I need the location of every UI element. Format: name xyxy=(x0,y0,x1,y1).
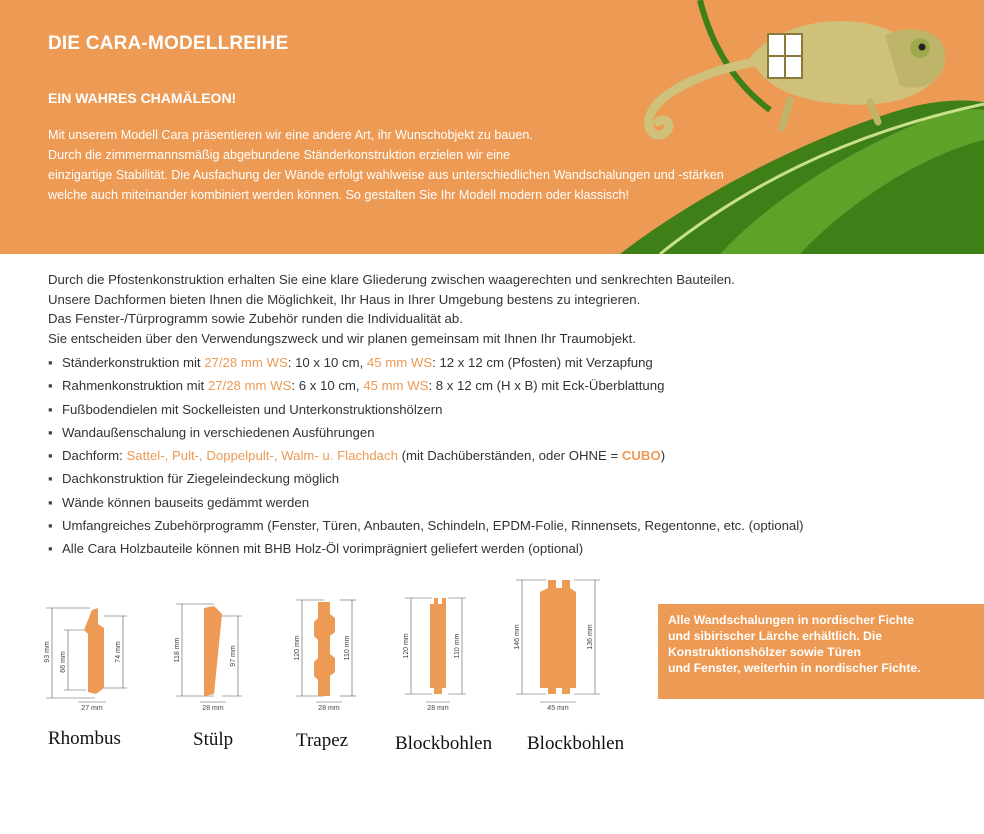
intro-line: Durch die Pfostenkonstruktion erhalten Sie eine klare Gliederung zwischen waagerechten und senkrechten Bauteilen. xyxy=(48,272,735,287)
profile-label-stuelp: Stülp xyxy=(193,729,234,750)
intro-line: Unsere Dachformen bieten Ihnen die Möglichkeit, Ihr Haus in Ihrer Umgebung bestens zu integrieren. xyxy=(48,291,641,307)
list-item: ▪ Rahmenkonstruktion mit 27/28 mm WS: 6 x 10 cm, 45 mm WS: 8 x 12 cm (H x B) mit Eck-Überblattung xyxy=(48,374,804,397)
bullet-icon: ▪ xyxy=(48,541,53,557)
list-item: ▪ Alle Cara Holzbauteile können mit BHB Holz-Öl vorimprägniert geliefert werden (optional) xyxy=(48,537,804,560)
dim-label: 66 mm xyxy=(60,651,67,673)
profile-label-blockbohlen-45: Blockbohlen xyxy=(527,733,625,754)
dim-label: 74 mm xyxy=(115,641,122,663)
profile-label-blockbohlen-28: Blockbohlen xyxy=(395,733,493,754)
profile-drawings xyxy=(0,570,660,720)
dim-label: 28 mm xyxy=(427,705,449,712)
dim-label: 146 mm xyxy=(514,624,521,650)
list-item: ▪ Dachkonstruktion für Ziegeleindeckung möglich xyxy=(48,467,804,490)
list-item: ▪ Wände können bauseits gedämmt werden xyxy=(48,491,804,514)
hero-banner xyxy=(0,0,984,254)
window-icon xyxy=(768,34,802,78)
bullet-icon: ▪ xyxy=(48,518,53,534)
page-subtitle: EIN WAHRES CHAMÄLEON! xyxy=(48,90,237,106)
profile-label-rhombus: Rhombus xyxy=(48,728,121,749)
dim-label: 28 mm xyxy=(202,705,224,712)
bullet-icon: ▪ xyxy=(48,378,53,394)
profile-label-trapez: Trapez xyxy=(296,730,349,751)
blockbohlen-28-profile xyxy=(430,598,446,694)
bullet-icon: ▪ xyxy=(48,355,53,370)
dim-label: 118 mm xyxy=(174,637,181,663)
dim-label: 120 mm xyxy=(403,633,410,659)
dim-label: 136 mm xyxy=(587,624,594,650)
intro-line: Sie entscheiden über den Verwendungszweck und wir planen gemeinsam mit Ihnen Ihr Traumobjekt. xyxy=(48,330,636,346)
hero-line: Durch die zimmermannsmäßig abgebundene Ständerkonstruktion erzielen wir eine xyxy=(48,148,511,162)
list-item: ▪ Ständerkonstruktion mit 27/28 mm WS: 10 x 10 cm, 45 mm WS: 12 x 12 cm (Pfosten) mit Verzapfung xyxy=(48,351,804,374)
trapez-profile xyxy=(314,602,335,696)
bullet-icon: ▪ xyxy=(48,471,53,487)
list-item: ▪ Fußbodendielen mit Sockelleisten und Unterkonstruktionshölzern xyxy=(48,398,804,421)
hero-line: Mit unserem Modell Cara präsentieren wir eine andere Art, ihr Wunschobjekt zu bauen. xyxy=(48,128,533,142)
intro-line: Das Fenster-/Türprogramm sowie Zubehör runden die Individualität ab. xyxy=(48,311,463,326)
list-item: ▪ Wandaußenschalung in verschiedenen Ausführungen xyxy=(48,421,804,444)
dim-label: 45 mm xyxy=(547,705,569,712)
hero-line: einzigartige Stabilität. Die Ausfachung der Wände erfolgt wahlweise aus unterschiedlichen Wandschalungen und -stärken xyxy=(48,168,724,182)
list-item: ▪ Umfangreiches Zubehörprogramm (Fenster, Türen, Anbauten, Schindeln, EPDM-Folie, Rinnensets, Regentonne, etc. (optional) xyxy=(48,514,804,537)
bullet-icon: ▪ xyxy=(48,494,53,510)
dim-label: 28 mm xyxy=(318,705,340,712)
dim-label: 93 mm xyxy=(44,641,51,663)
dim-label: 97 mm xyxy=(230,645,237,667)
hero-line: welche auch miteinander kombiniert werden können. So gestalten Sie Ihr Modell modern oder klassisch! xyxy=(48,188,630,202)
rhombus-profile xyxy=(84,608,104,694)
dim-label: 27 mm xyxy=(81,705,103,712)
intro-paragraph xyxy=(48,270,735,348)
bullet-icon: ▪ xyxy=(48,424,53,440)
blockbohlen-45-profile xyxy=(540,580,576,694)
dim-label: 110 mm xyxy=(454,633,461,659)
list-item: ▪ Dachform: Sattel-, Pult-, Doppelpult-, Walm- u. Flachdach (mit Dachüberständen, oder OHNE = CUBO) xyxy=(48,444,804,467)
feature-list xyxy=(48,351,804,561)
bullet-icon: ▪ xyxy=(48,401,53,417)
dim-label: 110 mm xyxy=(344,635,351,661)
chameleon-illustration xyxy=(600,0,984,254)
info-box xyxy=(658,604,984,699)
info-box-text: Alle Wandschalungen in nordischer Fichte und sibirischer Lärche erhältlich. Die Konstruktionshölzer sowie Türen und Fenster, weiterhin in nordischer Fichte. xyxy=(668,613,921,675)
page-title: DIE CARA-MODELLREIHE xyxy=(48,33,289,54)
chameleon-tail xyxy=(649,62,755,135)
bullet-icon: ▪ xyxy=(48,448,53,464)
stuelp-profile xyxy=(204,606,222,696)
dim-label: 120 mm xyxy=(294,635,301,661)
